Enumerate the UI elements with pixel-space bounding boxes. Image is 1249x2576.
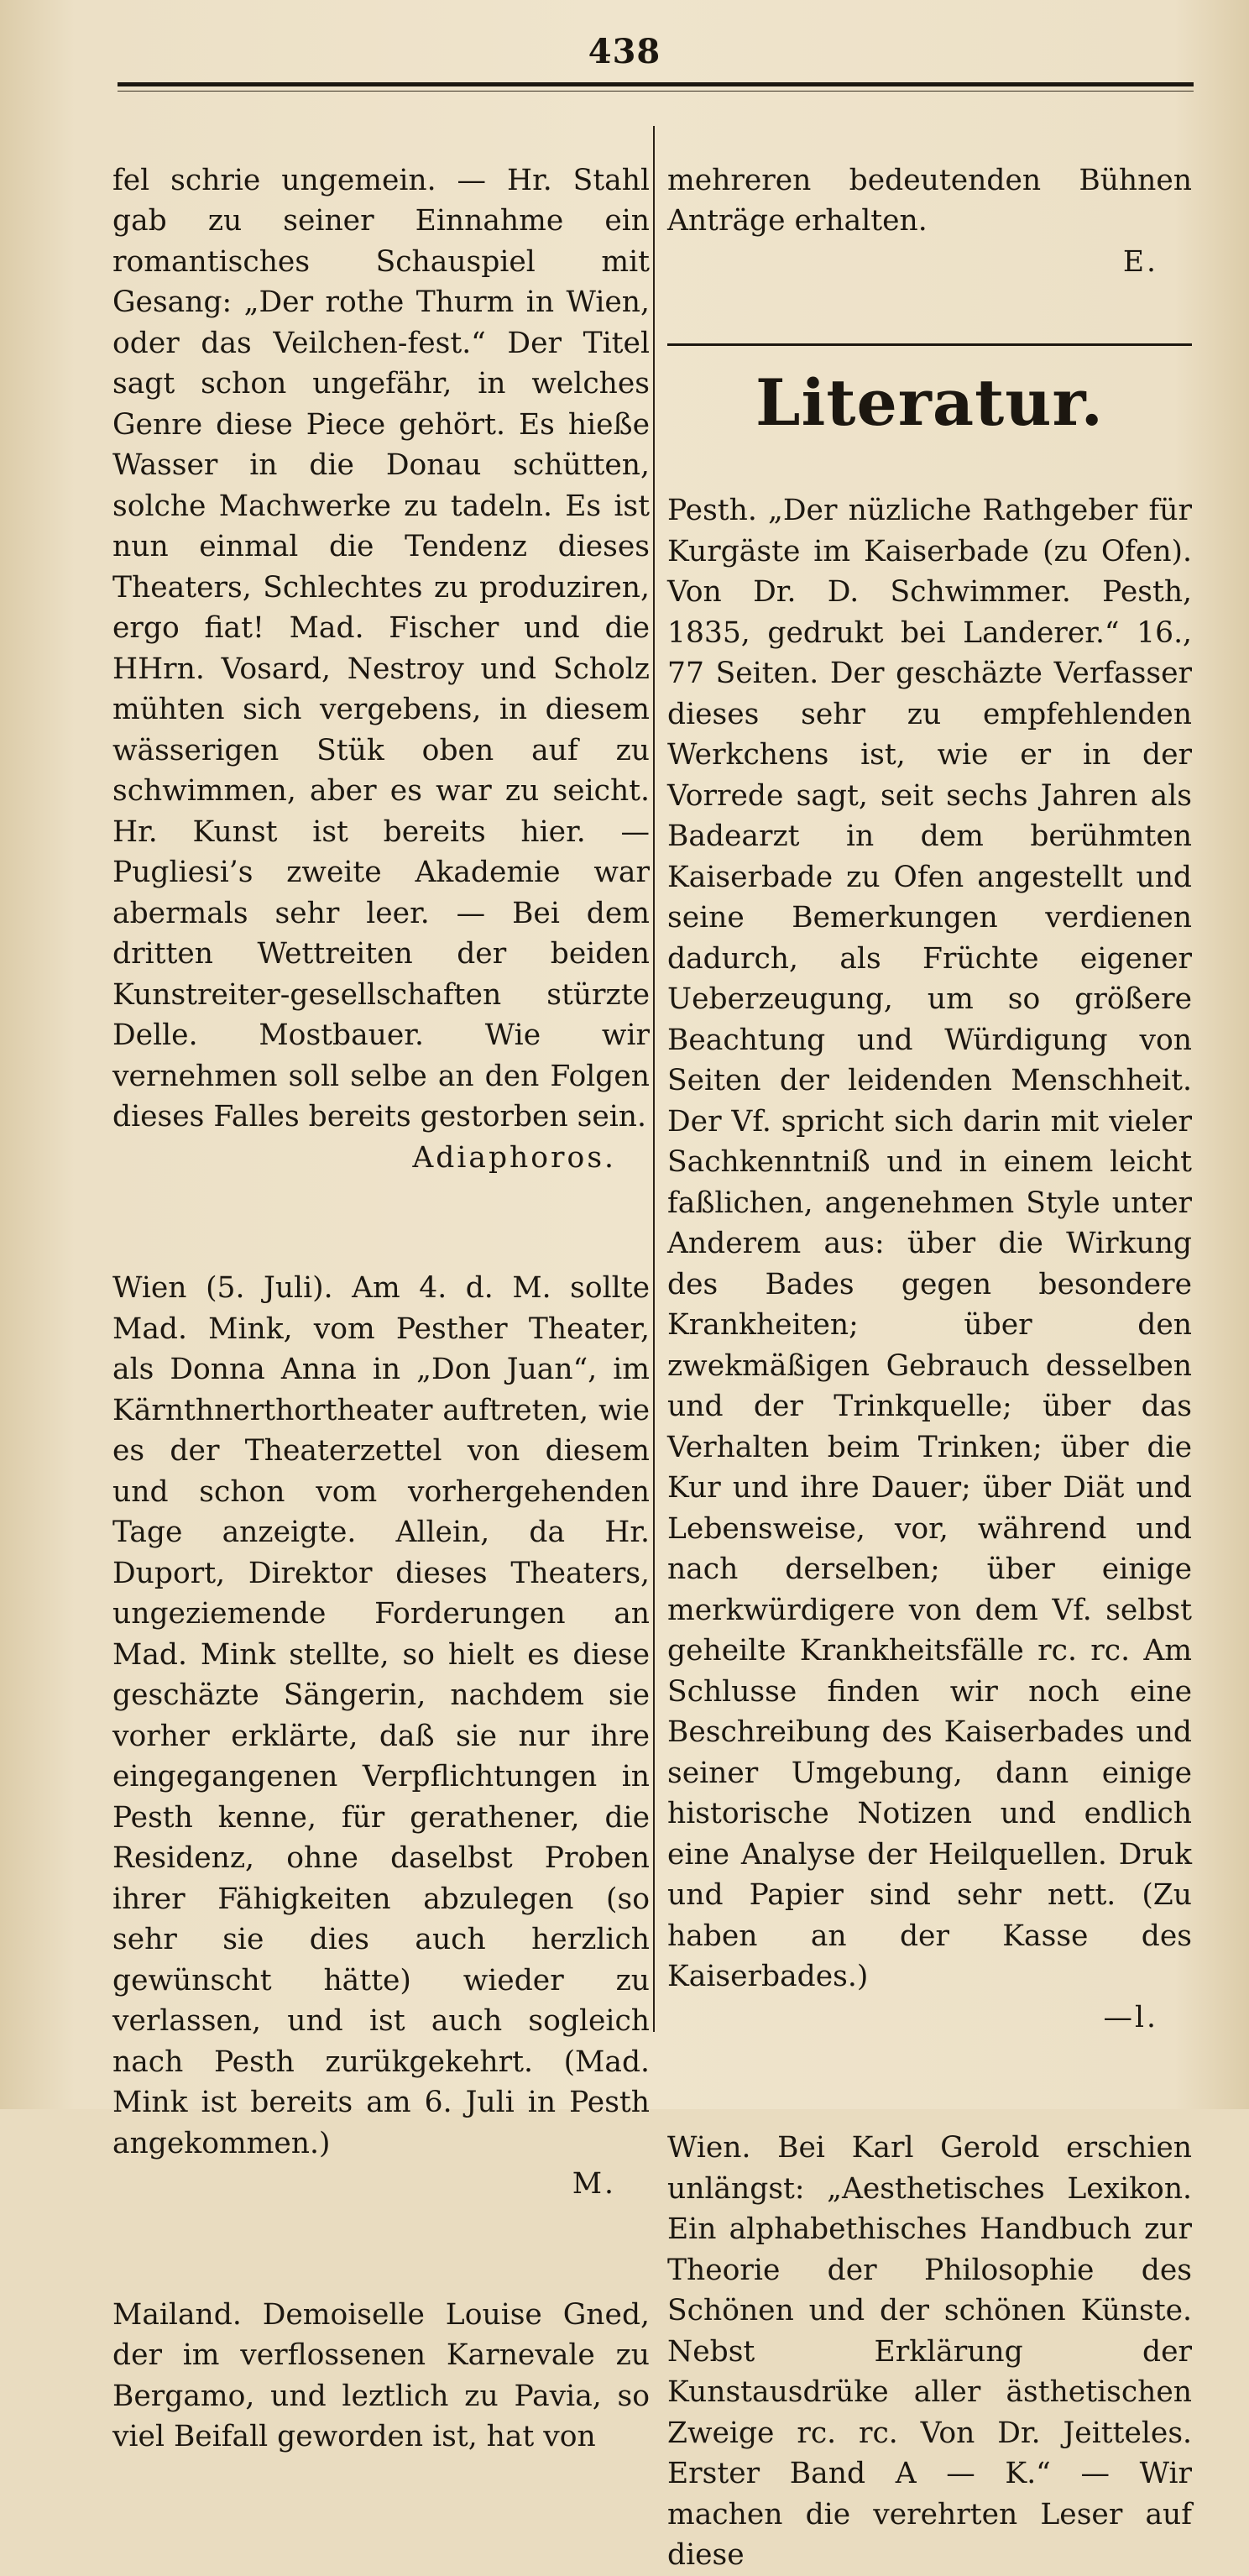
article-wien-lexikon [667, 2087, 1192, 2576]
article-mailand [112, 2254, 650, 2458]
column-divider [653, 126, 655, 2032]
article-text: Wien (5. Juli). Am 4. d. M. sollte Mad. Mink, vom Pesther Theater, als Donna Anna in „Don Juan“, im Kärnthnerthortheater auftreten, wie es der Theaterzettel von diesem und schon vom vorhergehenden Tage anzeigte. Allein, da Hr. Duport, Direktor dieses Theaters, ungeziemende Forderungen an Mad. Mink stellte, so hielt es diese geschäzte Sängerin, nachdem sie vorher erklärte, daß sie nur ihre eingegangenen Verpflichtungen in Pesth kenne, für gerathener, die Residenz, ohne daselbst Proben ihrer Fähigkeiten abzulegen (so sehr sie dies auch herzlich gewünscht hätte) wieder zu verlassen, und ist auch sogleich nach Pesth zurükgekehrt. (Mad. Mink ist bereits am 6. Juli in Pesth angekommen.) [112, 1271, 650, 2160]
article-signature: —l. [1103, 2000, 1158, 2034]
article-text: fel schrie ungemein. — Hr. Stahl gab zu seiner Einnahme ein romantisches Schauspiel mit Gesang: „Der rothe Thurm in Wien, oder das Veilchen-fest.“ Der Titel sagt schon ungefähr, in welches Genre diese Piece gehört. Es hieße Wasser in die Donau schütten, solche Machwerke zu tadeln. Es ist nun einmal die Tendenz dieses Theaters, Schlechtes zu produziren, ergo fiat! Mad. Fischer und die HHrn. Vosard, Nestroy und Scholz mühten sich vergebens, in diesem wässerigen Stük oben auf zu schwimmen, aber es war zu seicht. Hr. Kunst ist bereits hier. — Pugliesi’s zweite Akademie war abermals sehr leer. — Bei dem dritten Wettreiten der beiden Kunstreiter-gesellschaften stürzte Delle. Mostbauer. Wie wir vernehmen soll selbe an den Folgen dieses Falles bereits gestorben sein. [112, 163, 650, 1134]
article-text: Mailand. Demoiselle Louise Gned, der im verflossenen Karnevale zu Bergamo, und leztlich zu Pavia, so viel Beifall geworden ist, hat von [112, 2297, 650, 2453]
article-wien-mink [112, 1228, 650, 2246]
article-theater-report [112, 119, 650, 1219]
article-signature: Adiaphoros. [412, 1140, 616, 1175]
article-text: Pesth. „Der nüzliche Rathgeber für Kurgäste im Kaiserbade (zu Ofen). Von Dr. D. Schwimmer. Pesth, 1835, gedrukt bei Landerer.“ 16., 77 Seiten. Der geschäzte Verfasser dieses sehr zu empfehlenden Werkchens ist, wie er in der Vorrede sagt, seit sechs Jahren als Badearzt in dem berühmten Kaiserbade zu Ofen angestellt und seine Bemerkungen verdienen dadurch, als Früchte eigener Ueberzeugung, um so größere Beachtung und Würdigung von Seiten der leidenden Menschheit. Der Vf. spricht sich darin mit vieler Sachkenntniß und in einem leicht faßlichen, angenehmen Style unter Anderem aus: über die Wirkung des Bades gegen besondere Krankheiten; über den zwekmäßigen Gebrauch desselben und der Trinkquelle; über das Verhalten beim Trinken; über die Kur und ihre Dauer; über Diät und Lebensweise, vor, während und nach derselben; über einige merkwürdigere von dem Vf. selbst geheilte Krankheitsfälle rc. rc. Am Schlusse finden wir noch eine Beschreibung des Kaiserbades und seiner Umgebung, dann einige historische Notizen und endlich eine Analyse der Heilquellen. Druk und Papier sind sehr nett. (Zu haben an der Kasse des Kaiserbades.) [667, 494, 1192, 1993]
header-rule-thin [118, 91, 1194, 92]
article-signature: M. [572, 2167, 616, 2201]
left-column [112, 119, 650, 2458]
article-text: mehreren bedeutenden Bühnen Anträge erhalten. [667, 163, 1192, 238]
header-rule [118, 82, 1194, 86]
article-mailand-continued [667, 119, 1192, 323]
article-pesth-rathgeber [667, 450, 1192, 2079]
section-title-literatur: Literatur. [755, 364, 1104, 440]
article-text: Wien. Bei Karl Gerold erschien unlängst: „Aesthetisches Lexikon. Ein alphabethisches Handbuch zur Theorie der Philosophie des Schönen und der schönen Künste. Nebst Erklärung der Kunstausdrüke aller ästhetischen Zweige rc. rc. Von Dr. Jeitteles. Erster Band A — K.“ — Wir machen die verehrten Leser auf diese [667, 2131, 1192, 2572]
right-column [667, 119, 1192, 2576]
article-signature: E. [1122, 244, 1158, 279]
section-rule [667, 343, 1192, 346]
page-number: 438 [588, 32, 661, 71]
